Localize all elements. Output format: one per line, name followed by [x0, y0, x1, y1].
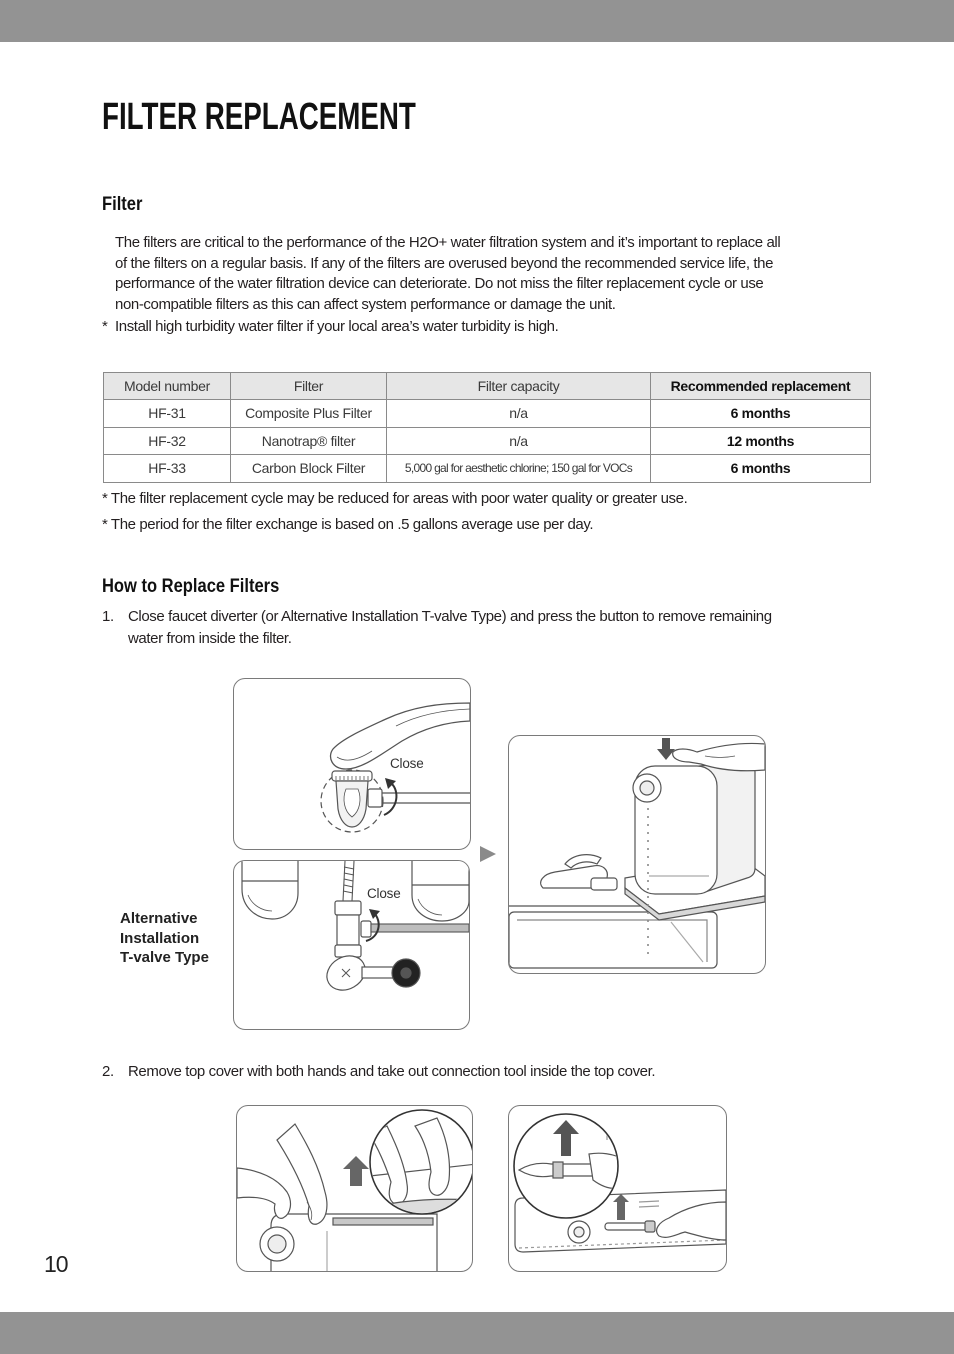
supply-hose [343, 861, 354, 901]
connection-tool-illustration [508, 1105, 727, 1272]
step-text [128, 1061, 655, 1083]
t-valve-illustration [233, 860, 470, 1030]
down-arrow-icon [657, 738, 675, 760]
faucet-diverter-illustration [233, 678, 471, 850]
note-text: Install high turbidity water filter if your local area’s water turbidity is high. [115, 318, 559, 335]
header-recommended-replacement: Recommended replacement [651, 373, 871, 400]
table-row [104, 455, 871, 483]
step-line: water from inside the filter. [128, 630, 292, 647]
step-number: 1. [102, 608, 114, 625]
paragraph-line: The filters are critical to the performance of the H2O+ water filtration system and it’s important to replace all [115, 234, 781, 251]
top-band [0, 0, 954, 42]
remove-top-cover-drawing [237, 1106, 472, 1271]
sink [509, 906, 723, 968]
rotate-arrow-icon [384, 778, 396, 815]
cell-model: HF-33 [104, 455, 231, 483]
remove-top-cover-illustration [236, 1105, 473, 1272]
cell-capacity: 5,000 gal for aesthetic chlorine; 150 gal for VOCs [387, 455, 651, 483]
step-line: Remove top cover with both hands and take out connection tool inside the top cover. [128, 1063, 656, 1080]
table-row [104, 400, 871, 428]
cell-replacement: 6 months [651, 400, 871, 428]
triangle-right-icon [479, 845, 497, 863]
cell-replacement: 12 months [651, 427, 871, 455]
t-valve-drawing [234, 861, 469, 1029]
close-label: Close [390, 756, 424, 771]
cell-model: HF-32 [104, 427, 231, 455]
close-label: Close [367, 886, 401, 901]
table-row [104, 427, 871, 455]
t-valve [335, 901, 371, 957]
step-line: Close faucet diverter (or Alternative Installation T-valve Type) and press the button to remove remaining [128, 608, 772, 625]
table-header-row [104, 373, 871, 400]
paragraph-line: non-compatible filters as this can affect system performance or damage the unit. [115, 295, 616, 313]
purifier-body [260, 1214, 437, 1271]
water-purifier-unit [633, 762, 755, 894]
step-text [128, 606, 772, 650]
header-filter: Filter [231, 373, 387, 400]
cell-capacity: n/a [387, 427, 651, 455]
hands [237, 1124, 327, 1224]
water-line [371, 924, 469, 932]
caption-line: Alternative [120, 910, 198, 927]
cell-filter: Carbon Block Filter [231, 455, 387, 483]
press-button-drawing [509, 736, 765, 973]
filter-heading: Filter [102, 194, 143, 215]
connection-tool-drawing [509, 1106, 726, 1271]
caption-line: Installation [120, 929, 200, 947]
replace-filters-heading: How to Replace Filters [102, 576, 280, 597]
filter-table [103, 372, 871, 483]
cell-capacity: n/a [387, 400, 651, 428]
paragraph-line: performance of the water filtration device can deteriorate. Do not miss the filter replacement cycle or use [115, 275, 764, 292]
footnote-exchange-period: * The period for the filter exchange is based on .5 gallons average use per day. [102, 516, 594, 533]
faucet-diverter-drawing [234, 679, 470, 849]
page-number: 10 [44, 1251, 68, 1277]
zoom-circle [369, 1110, 472, 1216]
connection-tool [605, 1221, 655, 1232]
alternative-installation-caption [120, 909, 209, 968]
faucet [541, 855, 617, 890]
paragraph-line: of the filters on a regular basis. If any of the filters are overused beyond the recommended service life, the [115, 254, 774, 272]
cell-filter: Composite Plus Filter [231, 400, 387, 428]
cell-replacement: 6 months [651, 455, 871, 483]
page-title: FILTER REPLACEMENT [102, 96, 416, 138]
cell-model: HF-31 [104, 400, 231, 428]
press-button-illustration [508, 735, 766, 974]
step-number: 2. [102, 1063, 114, 1080]
cell-filter: Nanotrap® filter [231, 427, 387, 455]
note-asterisk: * [102, 318, 108, 335]
caption-line: T-valve Type [120, 949, 209, 966]
faucet-diverter [321, 770, 383, 832]
bottom-band [0, 1312, 954, 1354]
header-filter-capacity: Filter capacity [387, 373, 651, 400]
filter-paragraph [115, 233, 780, 315]
header-model-number: Model number [104, 373, 231, 400]
up-arrow-icon [343, 1156, 369, 1186]
footnote-replacement-cycle: * The filter replacement cycle may be reduced for areas with poor water quality or greater use. [102, 490, 688, 507]
